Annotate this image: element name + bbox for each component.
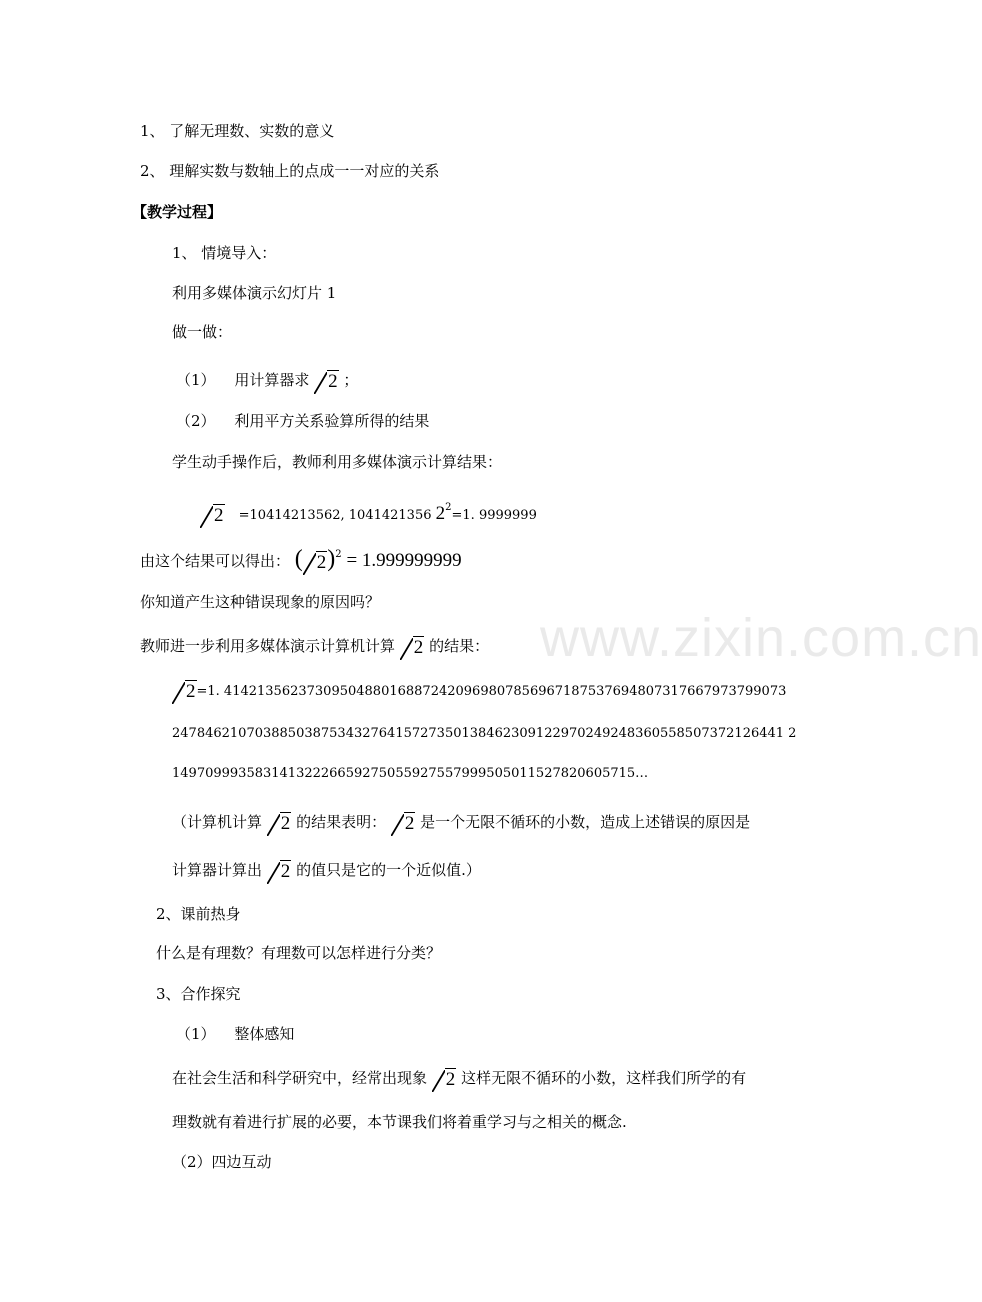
note1-c: 是一个无限不循环的小数，造成上述错误的原因是 <box>420 813 751 831</box>
s2-title: 2、课前热身 <box>156 905 241 923</box>
s3-item2: （2）四边互动 <box>172 1153 272 1171</box>
s1-line2: 做一做： <box>172 323 233 341</box>
sqrt-2: 2 <box>172 682 197 702</box>
left-paren: ( <box>294 546 303 572</box>
calc-tail: =1. 9999999 <box>451 508 537 523</box>
sqrt-2: 2 <box>400 638 425 658</box>
note1-b: 的结果表明： <box>296 813 387 831</box>
note2-b: 的值只是它的一个近似值.） <box>296 861 481 879</box>
sqrt-2: 2 <box>391 814 416 834</box>
computer-line <box>140 636 489 658</box>
s1-line3: 学生动手操作后，教师利用多媒体演示计算结果： <box>172 453 503 471</box>
computer-prefix: 教师进一步利用多媒体演示计算机计算 <box>140 637 396 655</box>
s3-item1-text: 整体感知 <box>234 1025 295 1043</box>
note-line-1 <box>172 812 750 834</box>
result-line <box>140 545 462 573</box>
item1-number: （1） <box>176 371 216 389</box>
result-exponent: 2 <box>335 549 342 560</box>
result-value: = 1.999999999 <box>346 550 462 571</box>
s3-para-line-2: 理数就有着进行扩展的必要，本节课我们将着重学习与之相关的概念. <box>172 1113 627 1131</box>
result-prefix: 由这个结果可以得出： <box>140 552 291 570</box>
sqrt-2: 2 <box>432 1070 457 1090</box>
note-line-2 <box>172 860 481 882</box>
watermark: www.zixin.com.cn <box>540 608 982 668</box>
sqrt-2: 2 <box>314 372 339 392</box>
objective-2: 2、 理解实数与数轴上的点成一一对应的关系 <box>140 162 440 180</box>
sqrt-2: 2 <box>267 814 292 834</box>
para1-a: 在社会生活和科学研究中，经常出现象 <box>172 1069 428 1087</box>
right-paren: ) <box>327 546 336 572</box>
s3-title: 3、合作探究 <box>156 985 241 1003</box>
item2-number: （2） <box>176 412 216 430</box>
computer-suffix: 的结果： <box>429 637 490 655</box>
question: 你知道产生这种错误现象的原因吗？ <box>140 593 381 611</box>
objective-1: 1、 了解无理数、实数的意义 <box>140 122 335 140</box>
para1-b: 这样无限不循环的小数，这样我们所学的有 <box>461 1069 747 1087</box>
s3-para-line-1 <box>172 1068 746 1090</box>
digits-2: 24784621070388503875343276415727350138462309122970249248360558507372126441 2 <box>172 726 797 741</box>
s3-item1-number: （1） <box>176 1025 216 1043</box>
s1-item1 <box>176 370 358 392</box>
section-heading: 【教学过程】 <box>132 203 223 221</box>
s2-question: 什么是有理数？有理数可以怎样进行分类？ <box>156 944 442 962</box>
s1-item2 <box>176 411 429 431</box>
s1-title: 1、 情境导入： <box>172 244 277 262</box>
digits-3: 14970999358314132226659275055927557999505011527820605715… <box>172 766 649 781</box>
item2-text: 利用平方关系验算所得的结果 <box>234 412 430 430</box>
s1-line1: 利用多媒体演示幻灯片 1 <box>172 284 337 302</box>
calc-value: =10414213562, 1041421356 <box>238 508 432 523</box>
power-base: 2 <box>435 503 446 524</box>
s3-item1 <box>176 1024 294 1044</box>
item1-tail: ； <box>343 371 359 389</box>
note2-a: 计算器计算出 <box>172 861 263 879</box>
sqrt-2: 2 <box>200 506 225 526</box>
digits-1: =1. 41421356237309504880168872420969807856967187537694807317667973799073 <box>196 684 787 699</box>
item1-text: 用计算器求 <box>234 371 310 389</box>
digits-line-1 <box>172 682 786 702</box>
calc-line <box>200 498 537 526</box>
sqrt-2: 2 <box>303 553 328 573</box>
sqrt-2: 2 <box>267 862 292 882</box>
power-exponent: 2 <box>445 502 452 513</box>
note1-a: （计算机计算 <box>172 813 263 831</box>
